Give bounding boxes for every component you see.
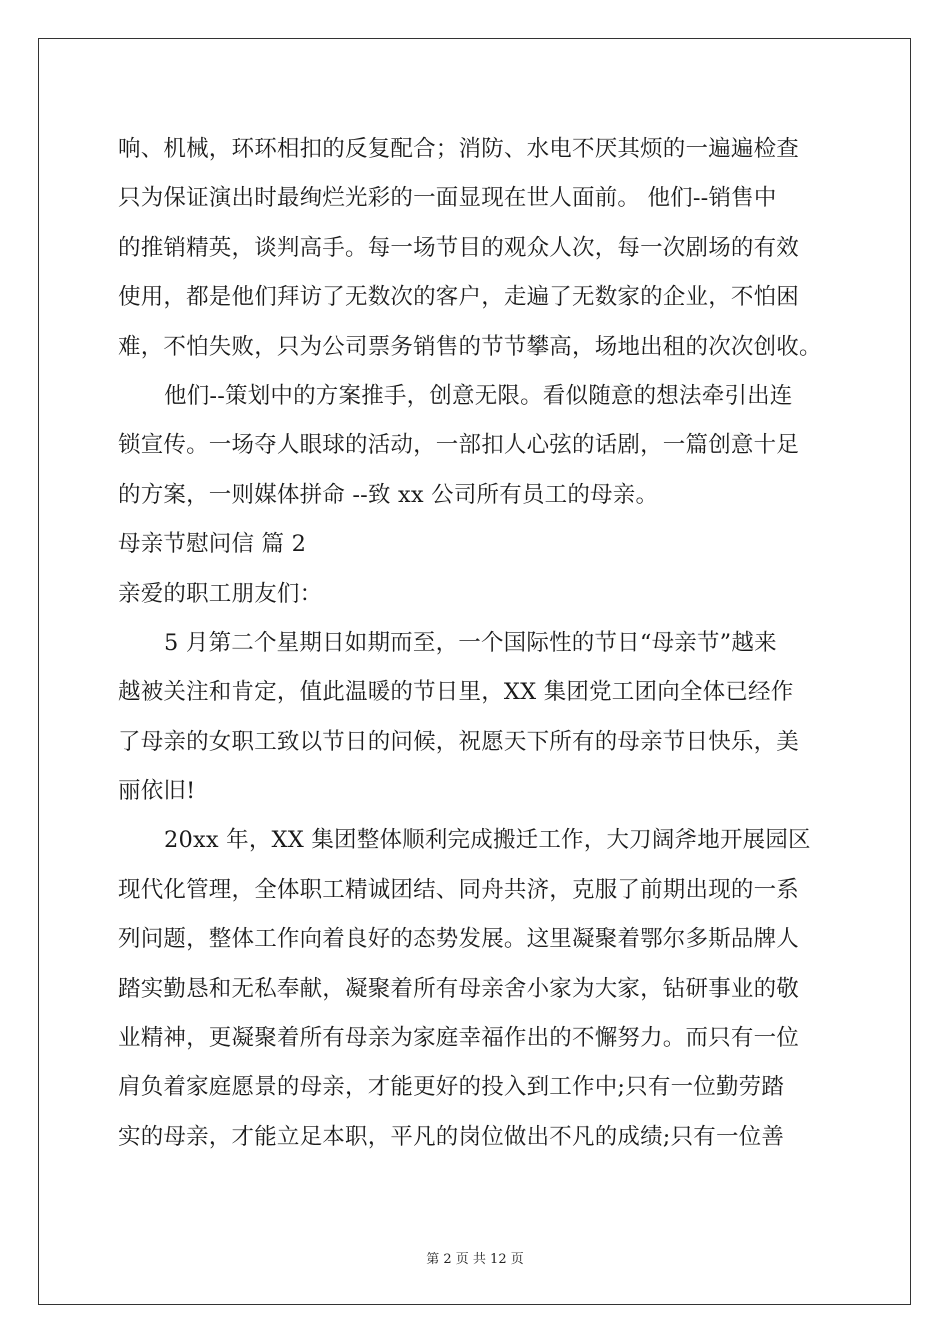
text-line: 业精神，更凝聚着所有母亲为家庭幸福作出的不懈努力。而只有一位 <box>118 1025 800 1052</box>
text-line: 现代化管理，全体职工精诚团结、同舟共济，克服了前期出现的一系 <box>118 876 800 903</box>
text-line: 的推销精英，谈判高手。每一场节目的观众人次，每一次剧场的有效 <box>118 234 800 261</box>
text-line: 20xx 年，XX 集团整体顺利完成搬迁工作，大刀阔斧地开展园区 <box>164 827 811 854</box>
text-line: 响、机械，环环相扣的反复配合；消防、水电不厌其烦的一遍遍检查 <box>118 136 800 162</box>
text-line: 只为保证演出时最绚烂光彩的一面显现在世人面前。 他们--销售中 <box>118 185 777 212</box>
text-line: 丽依旧! <box>118 778 196 805</box>
text-line: 亲爱的职工朋友们： <box>118 580 323 607</box>
page-number-footer: 第 2 页 共 12 页 <box>426 1252 524 1267</box>
text-line: 5 月第二个星期日如期而至，一个国际性的节日“母亲节”越来 <box>164 629 777 656</box>
document-body <box>118 125 838 1162</box>
text-line: 肩负着家庭愿景的母亲，才能更好的投入到工作中;只有一位勤劳踏 <box>118 1074 785 1101</box>
text-line: 锁宣传。一场夺人眼球的活动，一部扣人心弦的话剧，一篇创意十足 <box>118 432 800 459</box>
text-line: 列问题，整体工作向着良好的态势发展。这里凝聚着鄂尔多斯品牌人 <box>118 926 800 953</box>
text-line: 踏实勤恳和无私奉献，凝聚着所有母亲舍小家为大家，钻研事业的敬 <box>118 975 800 1002</box>
text-line: 难，不怕失败，只为公司票务销售的节节攀高，场地出租的次次创收。 <box>118 333 822 360</box>
text-line: 的方案，一则媒体拼命 --致 xx 公司所有员工的母亲。 <box>118 481 659 508</box>
text-line: 母亲节慰问信 篇 2 <box>118 531 307 558</box>
text-line: 他们--策划中的方案推手，创意无限。看似随意的想法牵引出连 <box>164 382 793 409</box>
text-line: 使用，都是他们拜访了无数次的客户，走遍了无数家的企业，不怕困 <box>118 284 800 311</box>
text-line: 了母亲的女职工致以节日的问候，祝愿天下所有的母亲节日快乐，美 <box>118 728 800 755</box>
text-line: 越被关注和肯定，值此温暖的节日里，XX 集团党工团向全体已经作 <box>118 679 794 706</box>
text-line: 实的母亲，才能立足本职，平凡的岗位做出不凡的成绩;只有一位善 <box>118 1123 785 1150</box>
